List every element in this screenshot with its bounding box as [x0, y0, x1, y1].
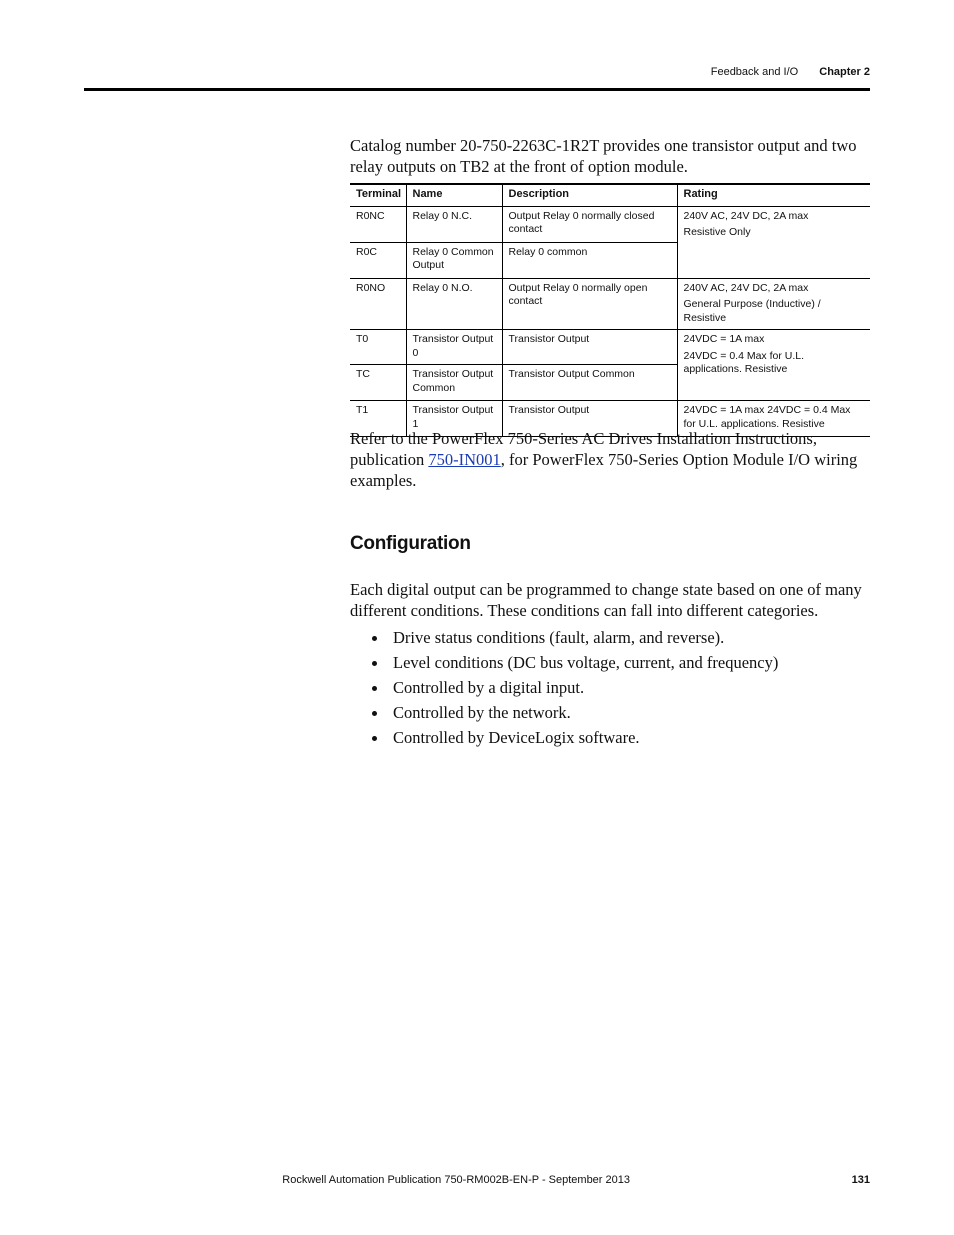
- list-item-text: Controlled by the network.: [393, 703, 571, 722]
- bullet-icon: [372, 736, 377, 741]
- rating-main: 240V AC, 24V DC, 2A max: [683, 281, 809, 294]
- rating-sub: General Purpose (Inductive) / Resistive: [683, 298, 821, 324]
- cell-name: Relay 0 N.O.: [406, 278, 502, 330]
- cell-rating-transistor: [677, 330, 870, 401]
- column-header-terminal: Terminal: [350, 184, 406, 206]
- cell-description: Output Relay 0 normally open contact: [502, 278, 677, 330]
- rating-main: 240V AC, 24V DC, 2A max: [683, 209, 809, 222]
- footer-publication: Rockwell Automation Publication 750-RM002B-EN-P - September 2013: [282, 1174, 630, 1186]
- cell-description: Transistor Output: [502, 401, 677, 437]
- condition-list: [372, 625, 872, 750]
- list-item: [372, 650, 872, 675]
- list-item-text: Drive status conditions (fault, alarm, and reverse).: [393, 628, 725, 647]
- section-heading-configuration: Configuration: [350, 533, 471, 554]
- table-row: [350, 278, 870, 330]
- header-rule: [84, 88, 870, 91]
- reference-text-after: , for PowerFlex 750-Series Option Module I/O wiring examples.: [350, 450, 858, 490]
- bullet-icon: [372, 636, 377, 641]
- bullet-icon: [372, 661, 377, 666]
- cell-description: Relay 0 common: [502, 242, 677, 278]
- rating-main: 24VDC = 1A max: [683, 333, 765, 345]
- cell-description: Transistor Output: [502, 330, 677, 365]
- io-terminal-table: [350, 183, 870, 437]
- table-row: [350, 330, 870, 365]
- rating-sub: 24VDC = 0.4 Max for U.L. applications. Resistive: [683, 349, 805, 375]
- cell-terminal: R0C: [350, 242, 406, 278]
- cell-terminal: T0: [350, 330, 406, 365]
- table-row: [350, 206, 870, 242]
- column-header-description: Description: [502, 184, 677, 206]
- table-header-row: [350, 184, 870, 206]
- reference-text-before: Refer to the PowerFlex 750-Series AC Drives Installation Instructions, publication: [350, 429, 817, 469]
- cell-rating-relay-no: [677, 278, 870, 330]
- cell-name: Transistor Output 0: [406, 330, 502, 365]
- list-item: [372, 700, 872, 725]
- page-footer: [84, 1174, 870, 1190]
- cell-terminal: TC: [350, 365, 406, 401]
- cell-name: Relay 0 N.C.: [406, 206, 502, 242]
- cell-description: Output Relay 0 normally closed contact: [502, 206, 677, 242]
- intro-paragraph: Catalog number 20-750-2263C-1R2T provides one transistor output and two relay outputs on TB2 at the front of option module.: [350, 136, 857, 176]
- column-header-name: Name: [406, 184, 502, 206]
- list-item: [372, 675, 872, 700]
- cell-name: Relay 0 Common Output: [406, 242, 502, 278]
- column-header-rating: Rating: [677, 184, 870, 206]
- cell-terminal: R0NO: [350, 278, 406, 330]
- cell-name: Transistor Output Common: [406, 365, 502, 401]
- cell-description: Transistor Output Common: [502, 365, 677, 401]
- bullet-icon: [372, 711, 377, 716]
- page-header: [84, 66, 870, 83]
- list-item-text: Controlled by DeviceLogix software.: [393, 728, 640, 747]
- cell-name: Transistor Output 1: [406, 401, 502, 437]
- header-section-title: Feedback and I/O: [710, 66, 799, 78]
- publication-link[interactable]: 750-IN001: [428, 450, 501, 469]
- rating-sub: Resistive Only: [683, 226, 751, 238]
- cell-rating-t1: 24VDC = 1A max 24VDC = 0.4 Max for U.L. applications. Resistive: [677, 401, 870, 437]
- cell-rating-relay-nc: [677, 206, 870, 278]
- list-item-text: Level conditions (DC bus voltage, current, and frequency): [393, 653, 779, 672]
- list-item: [372, 625, 872, 650]
- reference-paragraph: [350, 428, 870, 491]
- configuration-paragraph: Each digital output can be programmed to change state based on one of many different conditions. These conditions can fall into different categories.: [350, 580, 862, 620]
- cell-terminal: T1: [350, 401, 406, 437]
- header-chapter-label: Chapter 2: [819, 66, 870, 78]
- list-item-text: Controlled by a digital input.: [393, 678, 585, 697]
- bullet-icon: [372, 686, 377, 691]
- cell-terminal: R0NC: [350, 206, 406, 242]
- list-item: [372, 725, 872, 750]
- page-number: 131: [851, 1174, 870, 1186]
